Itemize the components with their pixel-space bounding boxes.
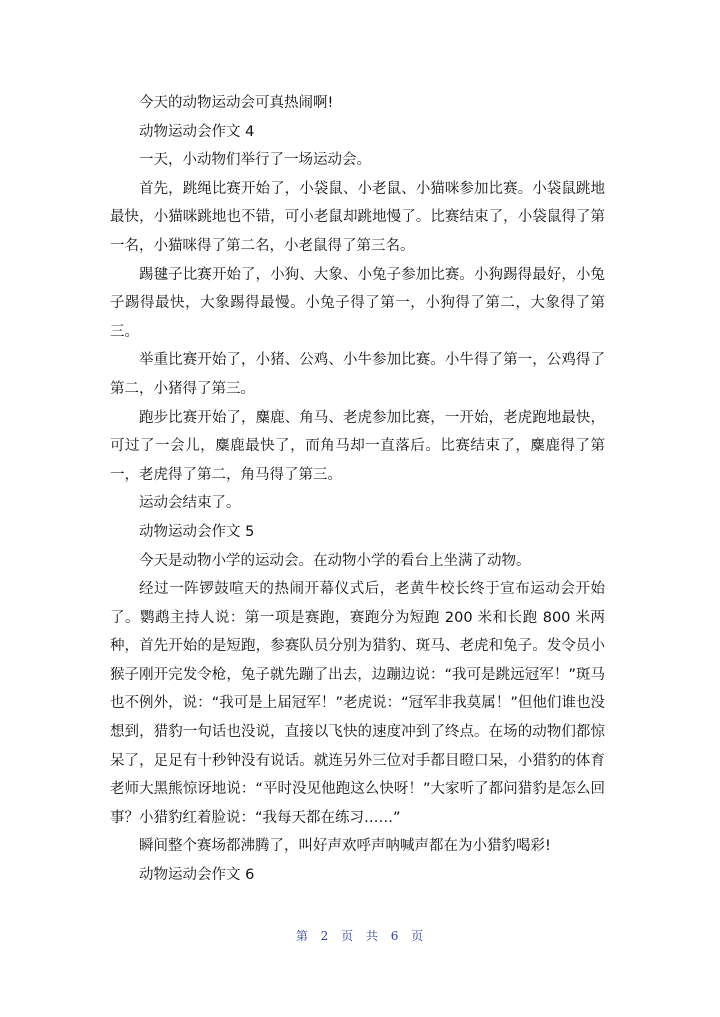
page-number-footer: 第 2 页 共 6 页 [295,929,425,943]
paragraph-cheering: 瞬间整个赛场都沸腾了，叫好声欢呼声呐喊声都在为小猎豹喝彩! [139,838,551,855]
paragraph-race: 经过一阵锣鼓喧天的热闹开幕仪式后，老黄牛校长终于宣布运动会开始了。鹦鹉主持人说：第一项是赛跑，赛跑分为短跑 200 米和长跑 800 米两种，首先开始的是短跑，参赛队员分别为猎豹、斑马、老虎和兔子。发令员小猴子刚开完发令枪，兔子就先蹦了出去，边蹦边说：“我可是跳远冠军！”斑马也不例外，说：“我可是上届冠军！”老虎说：“冠军非我莫属！”但他们谁也没想到，猎豹一句话也没说，直接以飞快的速度冲到了终点。在场的动物们都惊呆了，足足有十秒钟没有说话。就连另外三位对手都目瞪口呆，小猎豹的体育老师大黑熊惊讶地说：“平时没见他跑这么快呀！”大家听了都问猎豹是怎么回事？小猎豹红着脸说：“我每天都在练习……” [110,581,605,826]
paragraph-ending: 运动会结束了。 [139,495,241,512]
paragraph-running: 跑步比赛开始了，麋鹿、角马、老虎参加比赛，一开始，老虎跑地最快，可过了一会儿，麋鹿最快了，而角马却一直落后。比赛结束了，麋鹿得了第一，老虎得了第二，角马得了第三。 [110,409,605,483]
paragraph-jump-rope: 首先，跳绳比赛开始了，小袋鼠、小老鼠、小猫咪参加比赛。小袋鼠跳地最快，小猫咪跳地也不错，可小老鼠却跳地慢了。比赛结束了，小袋鼠得了第一名，小猫咪得了第二名，小老鼠得了第三名。 [110,180,605,254]
paragraph-weightlifting: 举重比赛开始了，小猪、公鸡、小牛参加比赛。小牛得了第一，公鸡得了第二，小猪得了第三。 [110,352,605,397]
essay-heading-4: 动物运动会作文 4 [139,123,255,140]
essay-heading-5: 动物运动会作文 5 [139,523,255,540]
document-body [110,89,605,890]
essay-heading-6: 动物运动会作文 6 [139,867,255,884]
paragraph-closing-line: 今天的动物运动会可真热闹啊! [139,95,334,111]
paragraph-intro: 一天，小动物们举行了一场运动会。 [139,152,371,169]
paragraph-school-games: 今天是动物小学的运动会。在动物小学的看台上坐满了动物。 [139,552,531,569]
paragraph-shuttlecock: 踢毽子比赛开始了，小狗、大象、小兔子参加比赛。小狗踢得最好，小兔子踢得最快，大象踢得最慢。小兔子得了第一，小狗得了第二，大象得了第三。 [110,266,605,340]
